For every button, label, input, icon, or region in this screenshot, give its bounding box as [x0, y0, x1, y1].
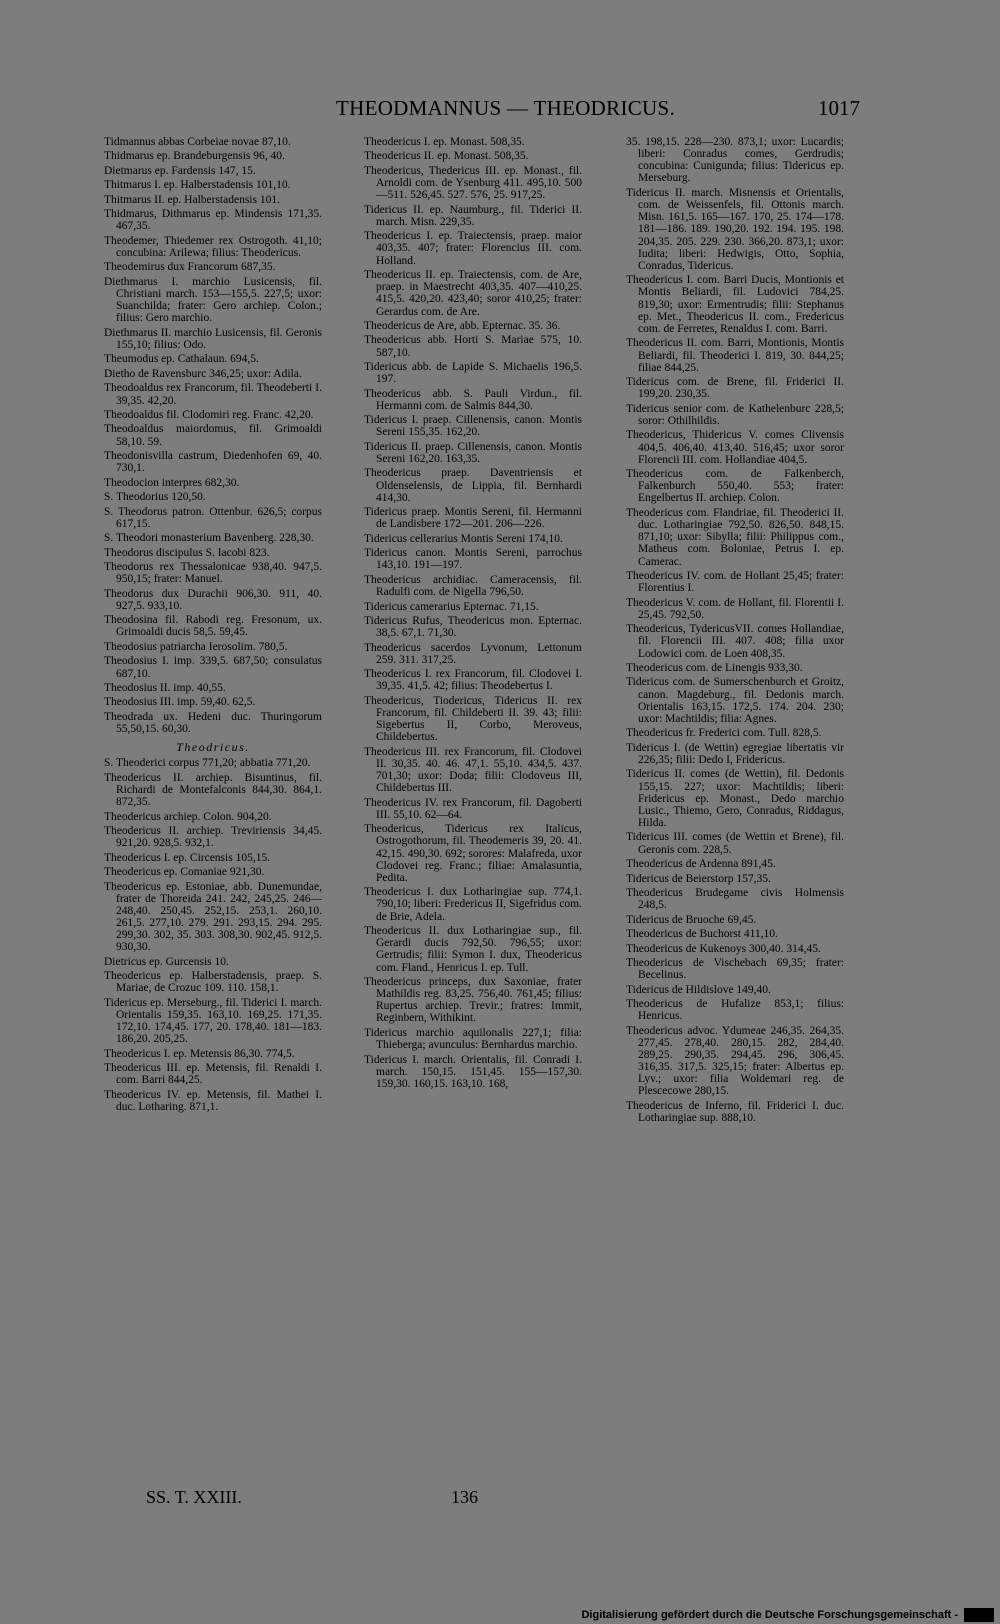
- index-entry: Theodericus com. de Falkenberch, Falkenburch 550,40. 553; frater: Engelbertus II. archiep. Colon.: [626, 468, 844, 505]
- index-entry: Diethmarus I. marchio Lusicensis, fil. Christiani march. 153—155,5. 227,5; uxor: Suanchilda; frater: Gero archiep. Colon.; filius: Gero marchio.: [104, 275, 322, 325]
- index-entry: Tidericus de Beierstorp 157,35.: [626, 872, 771, 885]
- index-entry: Tidmannus abbas Corbeiae novae 87,10.: [104, 136, 291, 148]
- index-entry: Tidericus I. praep. Cillenensis, canon. Montis Sereni 155,35. 162,20.: [364, 414, 582, 439]
- index-entry: Theodericus III. ep. Metensis, fil. Renaldi I. com. Barri 844,25.: [104, 1062, 322, 1087]
- index-entry: Theodemer, Thiedemer rex Ostrogoth. 41,10; concubina: Arilewa; filius: Theodericus.: [104, 234, 322, 260]
- column-3: [626, 136, 844, 1126]
- index-entry: Theodericus III. rex Francorum, fil. Clodovei II. 30,35. 40. 46. 47,1. 55,10. 434,5. 437. 701,30; uxor: Doda; filii: Clodoveus III, Childebertus III.: [364, 745, 582, 795]
- index-entry: Theodoaldus maiordomus, fil. Grimoaldi 58,10. 59.: [104, 423, 322, 448]
- index-entry: Theodericus IV. rex Francorum, fil. Dagoberti III. 55,10. 62—64.: [364, 796, 582, 821]
- index-entry: Theodericus I. ep. Metensis 86,30. 774,5.: [104, 1047, 295, 1060]
- index-entry: Tidericus praep. Montis Sereni, fil. Hermanni de Landisbere 172—201. 206—226.: [364, 506, 582, 531]
- index-entry: S. Theoderici corpus 771,20; abbatia 771,20.: [104, 757, 311, 770]
- index-entry: 35. 198,15. 228—230. 873,1; uxor: Lucardis; liberi: Conradus comes, Gerdrudis; concubina: Cunigunda; filius: Tidericus ep. Merseburg.: [626, 136, 844, 185]
- index-entry: Theodericus sacerdos Lyvonum, Lettonum 259. 311. 317,25.: [364, 641, 582, 666]
- index-entry: Theodericus V. com. de Hollant, fil. Florentii I. 25,45. 792,50.: [626, 596, 844, 621]
- index-entry: Thitmarus II. ep. Halberstadensis 101.: [104, 193, 280, 206]
- index-entry: Thidmarus, Dithmarus ep. Mindensis 171,35. 467,35.: [104, 208, 322, 233]
- index-entry: Tidericus II. praep. Cillenensis, canon. Montis Sereni 162,20. 163,35.: [364, 440, 582, 466]
- index-entry: Tidericus senior com. de Kathelenburc 228,5; soror: Othilhildis.: [626, 402, 844, 427]
- column-1: [104, 136, 322, 1115]
- index-entry: Theodocion interpres 682,30.: [104, 476, 240, 489]
- index-entry: Theodonisvilla castrum, Diedenhofen 69, 40. 730,1.: [104, 450, 322, 475]
- index-entry: Theodericus I. rex Francorum, fil. Clodovei I. 39,35. 41,5. 42; filius: Theodebertus I.: [364, 668, 582, 693]
- index-entry: Theodericus I. ep. Circensis 105,15.: [104, 851, 271, 864]
- sheet-number: 136: [451, 1487, 478, 1507]
- index-entry: Theodericus advoc. Ydumeae 246,35. 264,35. 277,45. 278,40. 280,15. 282, 284,40. 289,25. 290,35. 294,45. 296, 306,45. 316,35. 317,5. 325,15; frater: Albertus ep. Lyv.; uxor: filia Woldemari reg. de Plescecowe 280,15.: [626, 1024, 844, 1098]
- index-entry: Theodericus abb. Horti S. Mariae 575, 10. 587,10.: [364, 334, 582, 359]
- index-entry: S. Theodorus patron. Ottenbur. 626,5; corpus 617,15.: [104, 505, 322, 530]
- index-entry: S. Theodori monasterium Bavenberg. 228,30.: [104, 532, 314, 545]
- index-entry: Theodericus archiep. Colon. 904,20.: [104, 810, 272, 823]
- index-entry: Tidericus canon. Montis Sereni, parrochus 143,10. 191—197.: [364, 547, 582, 572]
- index-entry: Theodericus Brudegame civis Holmensis 248,5.: [626, 887, 844, 912]
- index-entry: Tidericus cellerarius Montis Sereni 174,10.: [364, 532, 563, 545]
- index-entry: Theodericus I. ep. Traiectensis, praep. maior 403,35. 407; frater: Florencius III. com. Holland.: [364, 230, 582, 267]
- dfg-logo-icon: [964, 1608, 994, 1622]
- index-entry: Tidericus com. de Sumerschenburch et Groitz, canon. Magdeburg., fil. Dedonis march. Orientalis 163,15. 172,5. 174. 204. 230; uxor: Machtildis; filia: Agnes.: [626, 676, 844, 725]
- index-entry: Theodosius I. imp. 339,5. 687,50; consulatus 687,10.: [104, 655, 322, 680]
- index-entry: Theodericus II. com. Barri, Montionis, Montis Beliardi, fil. Theoderici I. 819, 30. 844,25; filiae 844,25.: [626, 337, 844, 374]
- index-entry: Tidericus com. de Brene, fil. Friderici II. 199,20. 230,35.: [626, 376, 844, 401]
- index-entry: Thidmarus ep. Brandeburgensis 96, 40.: [104, 150, 285, 163]
- index-entry: S. Theodorius 120,50.: [104, 491, 206, 504]
- index-entry: Theodoaldus rex Francorum, fil. Theodeberti I. 39,35. 42,20.: [104, 382, 322, 407]
- index-entry: Theodericus abb. S. Pauli Virdun., fil. Hermanni com. de Salmis 844,30.: [364, 387, 582, 412]
- index-entry: Theodericus, Thedericus III. ep. Monast., fil. Arnoldi com. de Ysenburg 411. 495,10. 500—511. 526,45. 527. 576, 25. 917,25.: [364, 164, 582, 202]
- index-entry: Theodorus dux Durachii 906,30. 911, 40. 927,5. 933,10.: [104, 587, 322, 612]
- index-entry: Theodrada ux. Hedeni duc. Thuringorum 55,50,15. 60,30.: [104, 710, 322, 736]
- index-entry: Theodericus com. de Linengis 933,30.: [626, 661, 803, 674]
- index-entry: Theodemirus dux Francorum 687,35.: [104, 261, 276, 274]
- index-entry: Theodoaldus fil. Clodomiri reg. Franc. 42,20.: [104, 408, 314, 421]
- index-entry: Theodericus com. Flandriae, fil. Theoderici II. duc. Lotharingiae 792,50. 826,50. 848,15. 871,10; uxor: Sibylla; filii: Philippus com., Matheus com. Boloniae, Petrus I. ep. Camerac.: [626, 506, 844, 568]
- index-entry: Theodericus fr. Frederici com. Tull. 828,5.: [626, 727, 822, 740]
- index-entry: Dietmarus ep. Fardensis 147, 15.: [104, 164, 256, 177]
- index-entry: Tidericus camerarius Epternac. 71,15.: [364, 600, 539, 613]
- index-entry: Theodosina fil. Rabodi reg. Fresonum, ux. Grimoaldi ducis 58,5. 59,45.: [104, 614, 322, 639]
- index-entry: Diethmarus II. marchio Lusicensis, fil. Geronis 155,10; filius: Odo.: [104, 326, 322, 352]
- index-entry: Theodericus I. com. Barri Ducis, Montionis et Montis Beliardi, fil. Ludovici 784,25. 819,30; uxor: Ermentrudis; filii: Stephanus ep. Met., Theodericus II. com., Fredericus com. de Ferretes, Renaldus I. com. Barri.: [626, 274, 844, 335]
- page-title: THEODMANNUS — THEODRICUS.: [336, 96, 676, 120]
- index-entry: Tidericus II. march. Misnensis et Orientalis, com. de Weissenfels, fil. Ottonis march. Misn. 161,5. 165—167. 170, 25. 174—178. 181—186. 189. 190,20. 192. 194. 195. 198. 204,35. 205. 229. 230. 366,20. 873,1; uxor: Iudita; liberi: Hedwigis, Otto, Sophia, Conradus, Tidericus.: [626, 186, 844, 272]
- signature-mark: SS. T. XXIII.: [146, 1487, 242, 1507]
- index-entry: Theodericus, Thidericus V. comes Clivensis 404,5. 406,40. 413,40. 516,45; uxor soror Florencii III. com. Hollandiae 404,5.: [626, 429, 844, 466]
- page-number: 1017: [818, 96, 860, 120]
- index-entry: Theodericus II. dux Lotharingiae sup., fil. Gerardi ducis 792,50. 796,55; uxor: Gertrudis; filii: Symon I. dux, Theodericus com. Fland., Henricus I. ep. Tull.: [364, 925, 582, 974]
- index-entry: Theodericus de Buchorst 411,10.: [626, 928, 778, 941]
- index-entry: Dietricus ep. Gurcensis 10.: [104, 955, 229, 968]
- index-entry: Theodosius patriarcha Ierosolim. 780,5.: [104, 640, 288, 653]
- index-entry: Theodericus de Vischebach 69,35; frater: Becelinus.: [626, 956, 844, 982]
- index-entry: Theodericus de Inferno, fil. Friderici I. duc. Lotharingiae sup. 888,10.: [626, 1099, 844, 1125]
- index-entry: Theodericus II. archiep. Bisuntinus, fil. Richardi de Montefalconis 844,30. 864,1. 872,35.: [104, 771, 322, 809]
- index-entry: Theodericus II. ep. Traiectensis, com. de Are, praep. in Maestrecht 403,35. 407—410,25. 415,5. 420,20. 423,40; soror 410,25; frater: Gerardus com. de Are.: [364, 269, 582, 318]
- index-entry: Theodericus de Ardenna 891,45.: [626, 858, 776, 871]
- index-entry: Thitmarus I. ep. Halberstadensis 101,10.: [104, 179, 291, 192]
- index-entry: Theodericus ep. Comaniae 921,30.: [104, 866, 265, 879]
- index-entry: Theodericus ep. Halberstadensis, praep. S. Mariae, de Crozuc 109. 110. 158,1.: [104, 970, 322, 995]
- index-entry: Tidericus marchio aquilonalis 227,1; filia: Thieberga; avunculus: Bernhardus marchio.: [364, 1026, 582, 1052]
- index-entry: Tidericus de Hildislove 149,40.: [626, 983, 771, 996]
- dfg-credit: Digitalisierung gefördert durch die Deutsche Forschungsgemeinschaft -: [581, 1609, 958, 1621]
- index-entry: Theodosius III. imp. 59,40. 62,5.: [104, 696, 256, 709]
- index-entry: Theodericus de Kukenoys 300,40. 314,45.: [626, 942, 821, 955]
- index-entry: Dietho de Ravensburc 346,25; uxor: Adila.: [104, 367, 302, 380]
- index-entry: Theodosius II. imp. 40,55.: [104, 681, 226, 694]
- index-entry: Tidericus de Bruoche 69,45.: [626, 913, 757, 926]
- index-entry: Theodericus princeps, dux Saxoniae, frater Mathildis reg. 83,25. 756,40. 761,45; filius: Rupertus archiep. Trevir.; fratres: Immit, Reginbern, Withikint.: [364, 976, 582, 1025]
- index-entry: Theodericus de Hufalize 853,1; filius: Henricus.: [626, 998, 844, 1023]
- index-entry: Theodericus IV. ep. Metensis, fil. Mathei I. duc. Lotharing. 871,1.: [104, 1088, 322, 1113]
- index-entry: Theumodus ep. Cathalaun. 694,5.: [104, 353, 259, 366]
- section-heading: Theodricus.: [176, 740, 250, 755]
- column-2: [364, 136, 582, 1092]
- index-entry: Theodericus ep. Estoniae, abb. Dunemundae, frater de Thoreida 241. 242, 245,25. 246—248,40. 250,45. 252,15. 253,1. 260,10. 261,5. 277,10. 279. 291. 293,15. 294. 295. 299,30. 302, 35. 303. 308,30. 902,45. 912,5. 930,30.: [104, 880, 322, 954]
- index-entry: Tidericus Rufus, Theodericus mon. Epternac. 38,5. 67,1. 71,30.: [364, 614, 582, 640]
- index-entry: Theodericus II. archiep. Treviriensis 34,45. 921,20. 928,5. 932,1.: [104, 825, 322, 850]
- index-entry: Theodorus discipulus S. Iacobi 823.: [104, 546, 270, 559]
- index-entry: Theodericus, Tidericus rex Italicus, Ostrogothorum, fil. Theodemeris 39, 20. 41. 42,15. 490,30. 692; sorores: Malafreda, uxor Clodovei reg. Franc.; filiae: Amalasuntia, Pedita.: [364, 823, 582, 884]
- index-entry: Tidericus I. march. Orientalis, fil. Conradi I. march. 150,15. 151,45. 155—157,30. 159,30. 160,15. 163,10. 168,: [364, 1053, 582, 1090]
- index-entry: Tidericus abb. de Lapide S. Michaelis 196,5. 197.: [364, 361, 582, 386]
- index-entry: Tidericus ep. Merseburg., fil. Tiderici I. march. Orientalis 159,35. 163,10. 169,25. 171,35. 172,10. 174,45. 177, 20. 178,40. 181—183. 186,20. 205,25.: [104, 996, 322, 1046]
- index-entry: Tidericus I. (de Wettin) egregiae libertatis vir 226,35; filii: Dedo I, Fridericus.: [626, 741, 844, 766]
- index-entry: Theodericus archidiac. Cameracensis, fil. Radulfi com. de Nigella 796,50.: [364, 573, 582, 599]
- index-entry: Theodericus II. ep. Monast. 508,35.: [364, 150, 529, 163]
- index-entry: Tidericus II. ep. Naumburg., fil. Tiderici II. march. Misn. 229,35.: [364, 203, 582, 228]
- index-entry: Theodorus rex Thessalonicae 938,40. 947,5. 950,15; frater: Manuel.: [104, 561, 322, 586]
- index-entry: Theodericus I. ep. Monast. 508,35.: [364, 136, 525, 148]
- index-entry: Theodericus, Tiodericus, Tidericus II. rex Francorum, fil. Childeberti II. 39. 43; filii: Sigebertus II, Corbo, Meroveus, Childebertus.: [364, 694, 582, 744]
- page-header: [0, 96, 1000, 126]
- index-entry: Theodericus IV. com. de Hollant 25,45; frater: Florentius I.: [626, 569, 844, 595]
- index-entry: Theodericus, TydericusVII. comes Hollandiae, fil. Florencii III. 407. 408; filia uxor Lodowici com. de Loen 408,35.: [626, 623, 844, 660]
- index-entry: Theodericus praep. Daventriensis et Oldenselensis, de Lippia, fil. Bernhardi 414,30.: [364, 467, 582, 504]
- index-entry: Theodericus de Are, abb. Epternac. 35. 36.: [364, 319, 561, 332]
- index-entry: Tidericus III. comes (de Wettin et Brene), fil. Geronis com. 228,5.: [626, 831, 844, 856]
- index-entry: Tidericus II. comes (de Wettin), fil. Dedonis 155,15. 227; uxor: Machtildis; liberi: Fridericus ep. Monast., Dedo marchio Lusic., Thiemo, Gero, Conradus, Riddagus, Hilda.: [626, 768, 844, 830]
- index-entry: Theodericus I. dux Lotharingiae sup. 774,1. 790,10; liberi: Fredericus II, Sigefridus com. de Brie, Adela.: [364, 886, 582, 923]
